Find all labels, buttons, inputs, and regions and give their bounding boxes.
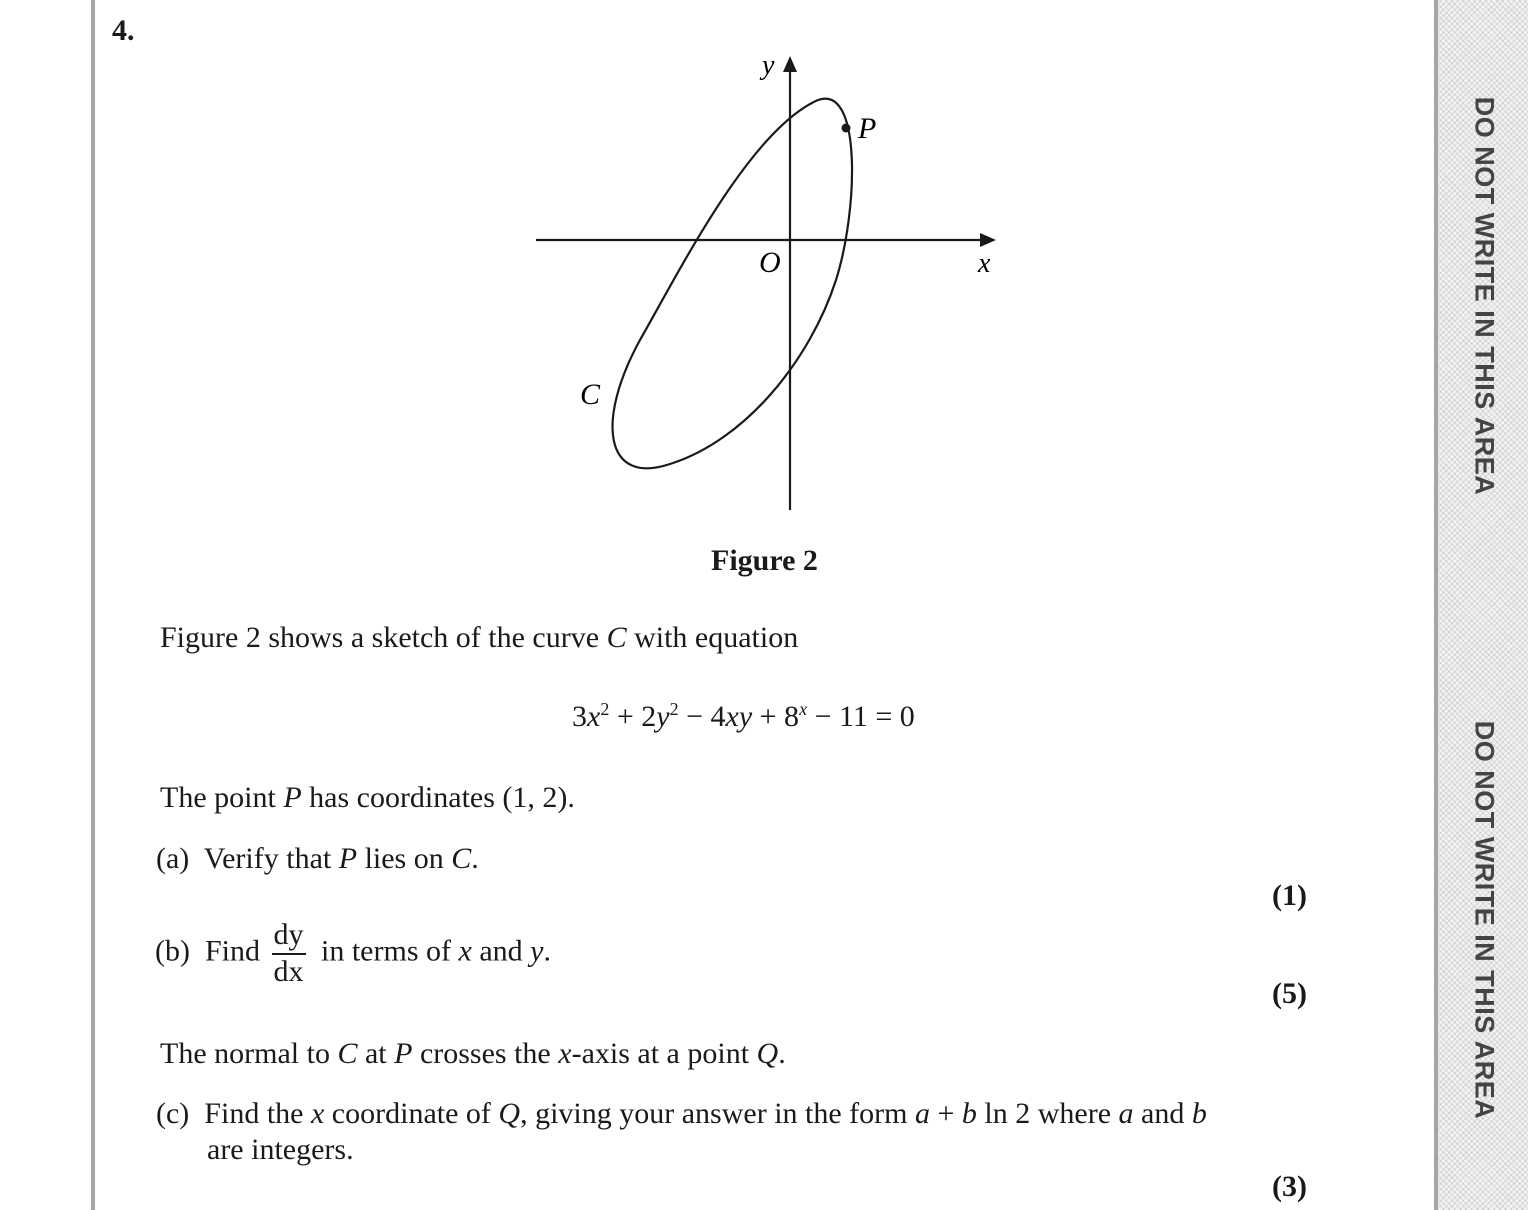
point-p-label: P [858,112,877,145]
curve-figure [500,40,1020,520]
margin-warning: DO NOT WRITE IN THIS AREA [1469,96,1500,496]
margin-warning: DO NOT WRITE IN THIS AREA [1469,720,1500,1120]
part-c: (c) Find the x coordinate of Q, giving your answer in the form a + b ln 2 where a and b [156,1097,1207,1130]
normal-text: The normal to C at P crosses the x-axis at a point Q. [160,1037,786,1070]
curve-equation: $3x^2 + 2y^2 - 4xy + 8^x - 11 = 0$ [572,699,915,733]
part-a-marks: (1) [1272,879,1307,912]
part-b-marks: (5) [1272,977,1307,1010]
point-p-marker [842,124,851,133]
figure-caption: Figure 2 [711,544,818,577]
curve-c-label: C [580,378,601,411]
intro-text: Figure 2 shows a sketch of the curve C with equation [160,621,799,654]
part-c-label: (c) [156,1097,190,1130]
point-p-text: The point P has coordinates (1, 2). [160,781,575,814]
part-a-label: (a) [156,842,190,875]
origin-label: O [759,246,781,279]
y-axis-arrow-icon [783,56,797,72]
question-number: 4. [112,14,135,47]
x-axis-arrow-icon [980,233,996,247]
left-border [91,0,95,1210]
x-axis-label: x [978,248,991,279]
derivative-fraction: $\frac{dy}{dx}$ [273,918,304,988]
part-c-line2: are integers. [207,1133,354,1166]
y-axis-label: y [762,50,775,81]
part-c-marks: (3) [1272,1170,1307,1203]
part-a: (a) Verify that P lies on C. [156,842,479,875]
part-b-label: (b) [155,934,190,968]
curve-c [613,99,853,469]
part-b: (b) Find $\frac{dy}{dx}$ in terms of x and y. [155,918,551,988]
